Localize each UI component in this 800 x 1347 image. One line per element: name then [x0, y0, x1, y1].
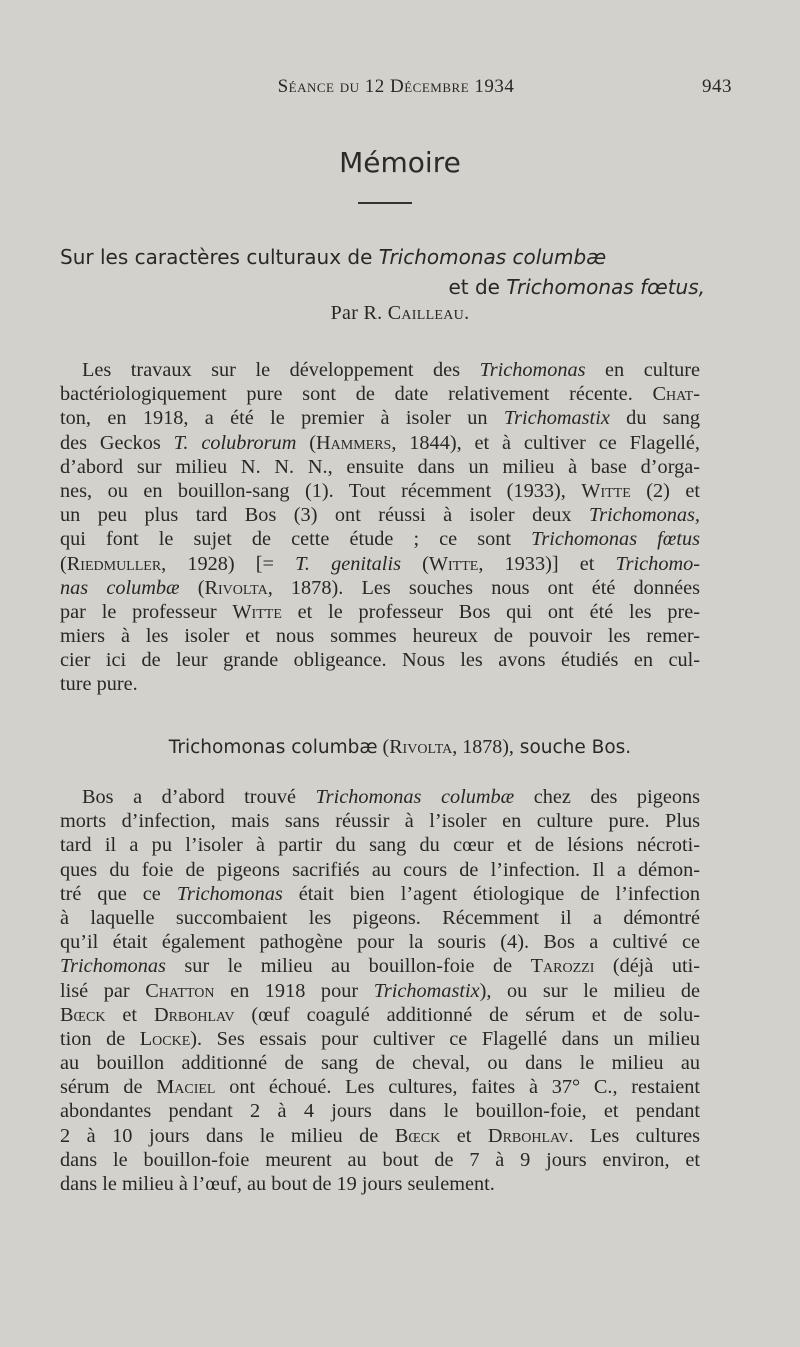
text-line: nas columbæ (Rivolta, 1878). Les souches nous ont été données [60, 576, 700, 599]
sub-heading: Trichomonas columbæ (Rivolta, 1878), souche Bos. [168, 736, 632, 758]
text-line: à laquelle succombaient les pigeons. Récemment il a démontré [60, 906, 700, 929]
text-line: nes, ou en bouillon-sang (1). Tout récemment (1933), Witte (2) et [60, 479, 700, 502]
text-line: dans le milieu à l’œuf, au bout de 19 jours seulement. [60, 1173, 495, 1195]
section-title: Mémoire [339, 146, 461, 179]
text-line: des Geckos T. colubrorum (Hammers, 1844), et à cultiver ce Flagellé, [60, 431, 701, 454]
text-line: sérum de Maciel ont échoué. Les cultures, faites à 37° C., restaient [60, 1076, 700, 1099]
text-line: tard il a pu l’isoler à partir du sang du cœur et de lésions nécroti- [60, 834, 700, 857]
paragraph-2 [60, 785, 700, 1196]
text-line: au bouillon additionné de sang de cheval, ou dans le milieu au [60, 1052, 700, 1075]
article-title-line-1: Sur les caractères culturaux de Trichomonas columbæ [60, 245, 607, 269]
text-line: (Riedmuller, 1928) [= T. genitalis (Witte, 1933)] et Trichomo- [60, 552, 700, 575]
text-line: tion de Locke). Ses essais pour cultiver ce Flagellé dans un milieu [60, 1027, 700, 1050]
text-line: dans le bouillon-foie meurent au bout de 7 à 9 jours environ, et [60, 1148, 700, 1171]
text-line: ture pure. [60, 673, 138, 696]
author-name: Cailleau. [387, 302, 470, 324]
text-line: qu’il était également pathogène pour la souris (4). Bos a cultivé ce [60, 931, 700, 954]
text-line: Les travaux sur le développement des Trichomonas en culture [82, 359, 701, 381]
text-line: Bos a d’abord trouvé Trichomonas columbæ chez des pigeons [82, 786, 701, 808]
text-line: qui font le sujet de cette étude ; ce sont Trichomonas fœtus [60, 528, 701, 551]
text-line: Bœck et Drbohlav (œuf coagulé additionné de sérum et de solu- [60, 1003, 700, 1026]
text-line: d’abord sur milieu N. N. N., ensuite dans un milieu à base d’orga- [60, 455, 700, 478]
text-line: morts d’infection, mais sans réussir à l’isoler en culture pure. Plus [60, 810, 700, 833]
running-head [60, 76, 732, 102]
text-line: abondantes pendant 2 à 4 jours dans le bouillon-foie, et pendant [60, 1100, 700, 1123]
text-line: Trichomonas sur le milieu au bouillon-foie de Tarozzi (déjà uti- [60, 955, 700, 978]
article-title [60, 242, 705, 302]
byline: Par R. Cailleau. [330, 302, 470, 324]
running-head-title: Séance du 12 Décembre 1934 [277, 76, 515, 97]
text-line: tré que ce Trichomonas était bien l’agent étiologique de l’infection [60, 882, 700, 905]
text-line: lisé par Chatton en 1918 pour Trichomastix), ou sur le milieu de [60, 979, 700, 1002]
title-rule [358, 202, 412, 204]
text-line: 2 à 10 jours dans le milieu de Bœck et Drbohlav. Les cultures [60, 1124, 701, 1147]
text-line: miers à les isoler et nous sommes heureux de pouvoir les remer- [60, 625, 700, 648]
text-line: un peu plus tard Bos (3) ont réussi à isoler deux Trichomonas, [60, 504, 700, 527]
paragraph-1 [60, 358, 700, 697]
text-line: ton, en 1918, a été le premier à isoler un Trichomastix du sang [60, 407, 700, 430]
text-line: par le professeur Witte et le professeur Bos qui ont été les pre- [60, 600, 701, 623]
text-line: cier ici de leur grande obligeance. Nous les avons étudiés en cul- [60, 649, 700, 672]
article-title-line-2: et de Trichomonas fœtus, [448, 275, 705, 299]
page-number: 943 [702, 76, 732, 97]
text-line: ques du foie de pigeons sacrifiés au cours de l’infection. Il a démon- [60, 858, 700, 881]
text-line: bactériologiquement pure sont de date relativement récente. Chat- [60, 383, 700, 406]
